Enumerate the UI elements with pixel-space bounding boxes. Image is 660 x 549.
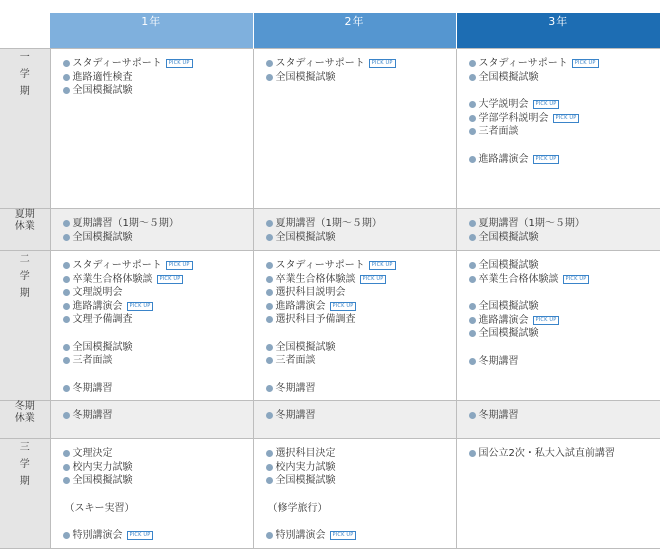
- event-item: [469, 153, 654, 167]
- bullet-dot-icon: [469, 115, 476, 122]
- spacer: [469, 139, 654, 153]
- event-item: [469, 355, 654, 369]
- bullet-dot-icon: [266, 303, 273, 310]
- spacer: [266, 368, 450, 382]
- event-item: [266, 57, 450, 71]
- event-text: 卒業生合格体験談: [275, 273, 356, 285]
- bullet-dot-icon: [266, 477, 273, 484]
- bullet-dot-icon: [469, 262, 476, 269]
- schedule-cell-term-1-year-1: [50, 49, 253, 209]
- event-item: [63, 313, 247, 327]
- term-label-winter-break: [0, 401, 50, 439]
- bullet-dot-icon: [266, 464, 273, 471]
- event-item: [266, 273, 450, 287]
- term-label-summer-break: [0, 209, 50, 251]
- event-text: 進路適性検査: [72, 71, 133, 83]
- event-item: [266, 217, 450, 231]
- bullet-dot-icon: [63, 262, 70, 269]
- spacer: [266, 327, 450, 341]
- event-text: 全国模擬試験: [72, 231, 133, 243]
- event-note: （修学旅行）: [267, 502, 328, 514]
- pick-up-badge[interactable]: PICK UP: [166, 59, 193, 68]
- event-text: 文理決定: [72, 448, 113, 459]
- bullet-dot-icon: [63, 316, 70, 323]
- event-item: [63, 84, 247, 98]
- spacer: [63, 368, 247, 382]
- event-text: スタディーサポート: [72, 58, 162, 69]
- event-item: [63, 286, 247, 300]
- bullet-dot-icon: [469, 60, 476, 67]
- schedule-cell-term-2-year-1: [50, 251, 253, 401]
- event-item: [266, 382, 450, 396]
- term-label-part: 学: [19, 271, 30, 282]
- event-item: [63, 447, 247, 461]
- bullet-dot-icon: [63, 477, 70, 484]
- event-item: [266, 71, 450, 85]
- schedule-cell-term-3-year-1: [50, 439, 253, 549]
- event-item: [266, 231, 450, 245]
- schedule-cell-term-1-year-3: [456, 49, 660, 209]
- event-item: [469, 112, 654, 126]
- event-item: [63, 217, 247, 231]
- event-text: 冬期講習: [72, 410, 113, 421]
- event-text: 特別講演会: [275, 530, 326, 541]
- event-text: 全国模擬試験: [275, 231, 336, 243]
- bullet-dot-icon: [266, 412, 273, 419]
- bullet-dot-icon: [266, 289, 273, 296]
- bullet-dot-icon: [469, 276, 476, 283]
- term-label-part: 期: [19, 86, 30, 97]
- bullet-dot-icon: [266, 344, 273, 351]
- bullet-dot-icon: [63, 464, 70, 471]
- year-header-3: 3年: [456, 13, 660, 49]
- event-text: 特別講演会: [72, 530, 123, 541]
- event-text: 三者面談: [275, 355, 316, 366]
- pick-up-badge[interactable]: PICK UP: [369, 261, 396, 270]
- term-label-part: 学: [19, 459, 30, 470]
- bullet-dot-icon: [469, 358, 476, 365]
- event-text: 卒業生合格体験談: [478, 273, 559, 285]
- schedule-cell-summer-break-year-2: [253, 209, 456, 251]
- event-item: [63, 231, 247, 245]
- term-label-part: 期: [19, 476, 30, 487]
- pick-up-badge[interactable]: PICK UP: [360, 275, 387, 284]
- pick-up-badge[interactable]: PICK UP: [572, 59, 599, 68]
- schedule-cell-winter-break-year-2: [253, 401, 456, 439]
- bullet-dot-icon: [469, 234, 476, 241]
- event-text: 文理説明会: [72, 287, 123, 298]
- event-text: 全国模擬試験: [72, 341, 133, 353]
- event-item: [469, 300, 654, 314]
- spacer: [469, 286, 654, 300]
- event-item: [266, 259, 450, 273]
- term-label-part: 三: [19, 442, 30, 453]
- event-text: 冬期講習: [72, 382, 113, 394]
- event-text: 校内実力試験: [72, 461, 133, 473]
- event-item: [63, 259, 247, 273]
- pick-up-badge[interactable]: PICK UP: [157, 275, 184, 284]
- event-item: [63, 382, 247, 396]
- event-text: 全国模擬試験: [275, 341, 336, 353]
- event-text: 全国模擬試験: [72, 85, 133, 96]
- event-text: 大学説明会: [478, 99, 529, 110]
- schedule-cell-term-2-year-3: [456, 251, 660, 401]
- event-item: [266, 300, 450, 314]
- event-item: [63, 409, 247, 423]
- schedule-cell-term-3-year-3: [456, 439, 660, 549]
- event-text: 全国模擬試験: [275, 71, 336, 83]
- event-item: [266, 474, 450, 488]
- term-label-part: 期: [19, 288, 30, 299]
- event-text: スタディーサポート: [478, 58, 568, 69]
- event-text: 三者面談: [72, 355, 113, 366]
- event-text: 学部学科説明会: [478, 112, 549, 124]
- event-text: 全国模擬試験: [478, 260, 539, 271]
- term-label-term-1: [0, 49, 50, 209]
- bullet-dot-icon: [63, 220, 70, 227]
- event-item: [63, 474, 247, 488]
- event-text: 全国模擬試験: [275, 475, 336, 486]
- spacer: [266, 488, 450, 502]
- event-text: 進路講演会: [72, 300, 123, 312]
- event-text: 夏期講習（1期～５期）: [72, 218, 179, 229]
- term-label-part: 学: [19, 69, 30, 80]
- bullet-dot-icon: [63, 234, 70, 241]
- event-item: [469, 71, 654, 85]
- year-header-2: 2年: [253, 13, 456, 49]
- event-item: [266, 529, 450, 543]
- bullet-dot-icon: [266, 234, 273, 241]
- term-label-part: 休業: [14, 221, 35, 232]
- event-text: 選択科目説明会: [275, 287, 346, 298]
- event-text: 進路講演会: [478, 153, 529, 165]
- pick-up-badge[interactable]: PICK UP: [127, 302, 154, 311]
- spacer: [266, 515, 450, 529]
- event-text: 冬期講習: [275, 382, 316, 394]
- bullet-dot-icon: [266, 220, 273, 227]
- event-text: 文理予備調査: [72, 314, 133, 325]
- bullet-dot-icon: [469, 220, 476, 227]
- bullet-dot-icon: [63, 450, 70, 457]
- event-item: [469, 327, 654, 341]
- bullet-dot-icon: [266, 74, 273, 81]
- event-text: スタディーサポート: [72, 260, 162, 271]
- bullet-dot-icon: [63, 276, 70, 283]
- pick-up-badge[interactable]: PICK UP: [127, 531, 154, 540]
- bullet-dot-icon: [469, 450, 476, 457]
- term-label-part: 夏期: [14, 209, 35, 220]
- event-text: 全国模擬試験: [478, 301, 539, 312]
- event-text: 進路講演会: [478, 314, 529, 326]
- bullet-dot-icon: [469, 330, 476, 337]
- term-label-part: 冬期: [14, 401, 35, 412]
- event-text: 国公立2次・私大入試直前講習: [478, 448, 615, 459]
- spacer: [63, 488, 247, 502]
- schedule-cell-summer-break-year-1: [50, 209, 253, 251]
- event-item: [469, 273, 654, 287]
- schedule-row-term-3: [0, 439, 660, 549]
- bullet-dot-icon: [266, 450, 273, 457]
- schedule-cell-term-2-year-2: [253, 251, 456, 401]
- bullet-dot-icon: [63, 532, 70, 539]
- bullet-dot-icon: [469, 74, 476, 81]
- event-item: [266, 409, 450, 423]
- bullet-dot-icon: [63, 289, 70, 296]
- schedule-cell-term-1-year-2: [253, 49, 456, 209]
- event-text: 全国模擬試験: [478, 328, 539, 339]
- event-text: 全国模擬試験: [478, 71, 539, 83]
- bullet-dot-icon: [63, 60, 70, 67]
- event-text: 選択科目予備調査: [275, 314, 356, 325]
- pick-up-badge[interactable]: PICK UP: [369, 59, 396, 68]
- pick-up-badge[interactable]: PICK UP: [553, 114, 580, 123]
- event-item: [266, 447, 450, 461]
- spacer: [63, 327, 247, 341]
- bullet-dot-icon: [63, 357, 70, 364]
- event-text: 卒業生合格体験談: [72, 273, 153, 285]
- event-item: [469, 259, 654, 273]
- event-item: [469, 314, 654, 328]
- spacer: [63, 515, 247, 529]
- schedule-cell-winter-break-year-3: [456, 401, 660, 439]
- school-year-schedule-table: [0, 13, 660, 549]
- bullet-dot-icon: [63, 344, 70, 351]
- bullet-dot-icon: [266, 316, 273, 323]
- pick-up-badge[interactable]: PICK UP: [330, 531, 357, 540]
- bullet-dot-icon: [266, 262, 273, 269]
- event-item: [63, 300, 247, 314]
- event-item: [63, 273, 247, 287]
- term-label-part: 一: [19, 52, 30, 63]
- event-item: [469, 217, 654, 231]
- event-item: [469, 231, 654, 245]
- corner-cell: [0, 13, 50, 49]
- event-item: [266, 313, 450, 327]
- term-label-term-3: [0, 439, 50, 549]
- bullet-dot-icon: [266, 276, 273, 283]
- bullet-dot-icon: [469, 303, 476, 310]
- pick-up-badge[interactable]: PICK UP: [533, 316, 560, 325]
- event-item: [469, 57, 654, 71]
- event-item: [266, 286, 450, 300]
- spacer: [469, 84, 654, 98]
- event-text: スタディーサポート: [275, 260, 365, 271]
- pick-up-badge[interactable]: PICK UP: [533, 155, 560, 164]
- event-item: [469, 98, 654, 112]
- event-text: 校内実力試験: [275, 461, 336, 473]
- spacer: [469, 341, 654, 355]
- event-text: 冬期講習: [478, 410, 519, 421]
- pick-up-badge[interactable]: PICK UP: [330, 302, 357, 311]
- schedule-cell-summer-break-year-3: [456, 209, 660, 251]
- event-item: [63, 354, 247, 368]
- event-item: [266, 354, 450, 368]
- pick-up-badge[interactable]: PICK UP: [166, 261, 193, 270]
- pick-up-badge[interactable]: PICK UP: [533, 100, 560, 109]
- event-text: 夏期講習（1期～５期）: [478, 218, 585, 229]
- event-item: [469, 409, 654, 423]
- event-item: [266, 341, 450, 355]
- bullet-dot-icon: [469, 317, 476, 324]
- event-text: 選択科目決定: [275, 448, 336, 459]
- bullet-dot-icon: [469, 101, 476, 108]
- schedule-cell-term-3-year-2: [253, 439, 456, 549]
- event-text: 全国模擬試験: [478, 231, 539, 243]
- bullet-dot-icon: [469, 156, 476, 163]
- bullet-dot-icon: [469, 128, 476, 135]
- event-text: 三者面談: [478, 126, 519, 137]
- event-item: [63, 341, 247, 355]
- event-item: [63, 529, 247, 543]
- bullet-dot-icon: [266, 532, 273, 539]
- event-text: 夏期講習（1期～５期）: [275, 218, 382, 229]
- schedule-row-term-2: [0, 251, 660, 401]
- bullet-dot-icon: [266, 357, 273, 364]
- event-item: [469, 125, 654, 139]
- schedule-row-summer-break: [0, 209, 660, 251]
- bullet-dot-icon: [266, 385, 273, 392]
- bullet-dot-icon: [63, 303, 70, 310]
- bullet-dot-icon: [63, 74, 70, 81]
- bullet-dot-icon: [469, 412, 476, 419]
- event-item: [469, 447, 654, 461]
- bullet-dot-icon: [63, 385, 70, 392]
- event-item: [63, 71, 247, 85]
- bullet-dot-icon: [63, 412, 70, 419]
- term-label-part: 二: [19, 254, 30, 265]
- event-text: 全国模擬試験: [72, 475, 133, 486]
- pick-up-badge[interactable]: PICK UP: [563, 275, 590, 284]
- event-note: （スキー実習）: [64, 502, 135, 514]
- year-header-row: [0, 13, 660, 49]
- year-header-1: 1年: [50, 13, 253, 49]
- schedule-row-term-1: [0, 49, 660, 209]
- event-item: [63, 461, 247, 475]
- schedule-cell-winter-break-year-1: [50, 401, 253, 439]
- event-item: [266, 461, 450, 475]
- term-label-part: 休業: [14, 413, 35, 424]
- term-label-term-2: [0, 251, 50, 401]
- event-text: 進路講演会: [275, 300, 326, 312]
- event-text: 冬期講習: [478, 355, 519, 367]
- event-text: 冬期講習: [275, 410, 316, 421]
- schedule-row-winter-break: [0, 401, 660, 439]
- event-item: [63, 57, 247, 71]
- event-text: スタディーサポート: [275, 58, 365, 69]
- bullet-dot-icon: [266, 60, 273, 67]
- bullet-dot-icon: [63, 87, 70, 94]
